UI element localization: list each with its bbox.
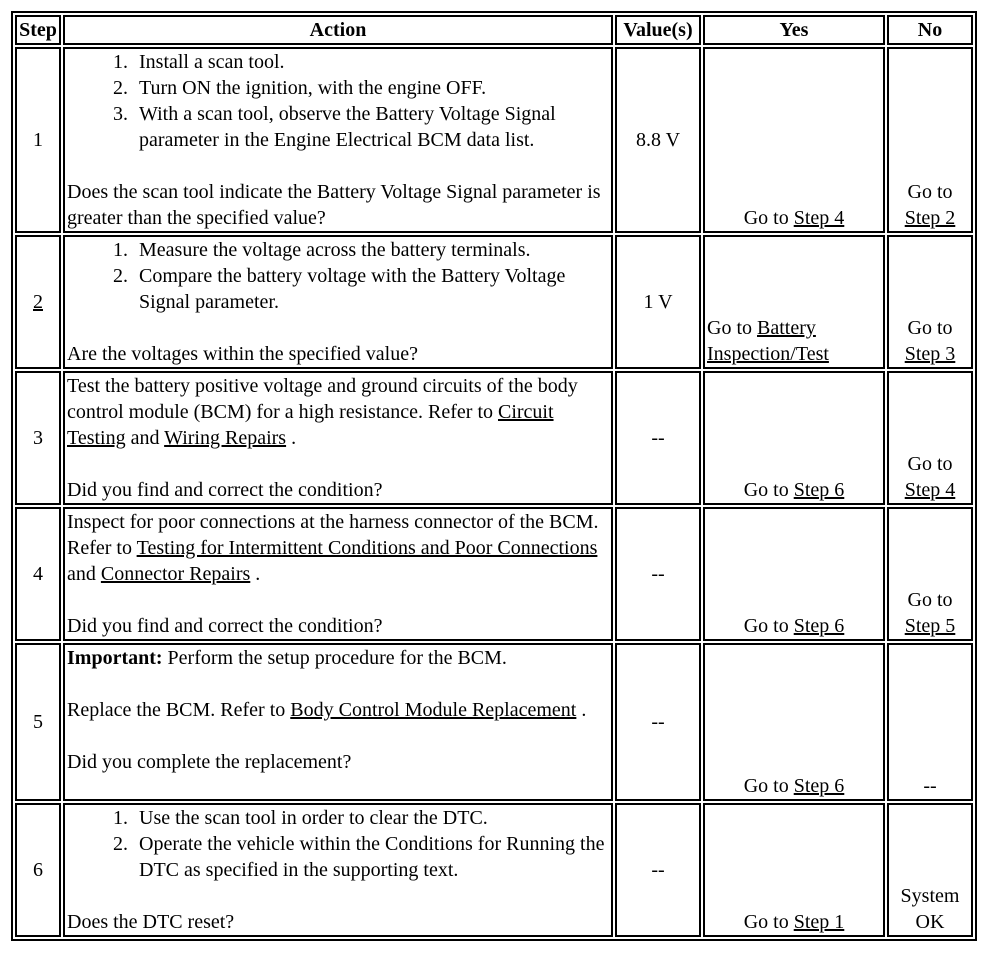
table-row (15, 47, 973, 233)
list-item: 1. Use the scan tool in order to clear the DTC. (133, 805, 609, 831)
instruction-text-c: . (581, 699, 587, 721)
instruction-text-c: . (255, 563, 261, 585)
table-row (15, 507, 973, 641)
action-cell (63, 507, 613, 641)
action-steps-list (67, 237, 609, 315)
yes-link[interactable]: Step 1 (793, 911, 845, 933)
intermittent-conditions-link[interactable]: Testing for Intermittent Conditions and Poor Connections (136, 537, 598, 559)
header-no: No (887, 15, 973, 45)
diagnostic-table (11, 11, 977, 941)
no-cell (887, 507, 973, 641)
yes-prefix: Go to (743, 479, 789, 501)
instruction-text (67, 509, 609, 587)
bcm-replacement-link[interactable]: Body Control Module Replacement (290, 699, 577, 721)
action-cell (63, 371, 613, 505)
instruction-text (67, 697, 609, 723)
yes-prefix: Go to (743, 775, 789, 797)
value-cell: 1 V (615, 235, 701, 369)
action-cell (63, 47, 613, 233)
question-text: Are the voltages within the specified value? (67, 343, 418, 365)
no-prefix: Go to (907, 453, 953, 475)
table-row (15, 235, 973, 369)
header-values: Value(s) (615, 15, 701, 45)
no-cell (887, 235, 973, 369)
question-text: Does the DTC reset? (67, 911, 235, 933)
value-cell: 8.8 V (615, 47, 701, 233)
list-item: 1. Install a scan tool. (133, 49, 609, 75)
yes-cell (703, 371, 885, 505)
instruction-text-b: and (67, 563, 96, 585)
yes-prefix: Go to (743, 911, 789, 933)
yes-prefix: Go to (743, 207, 789, 229)
step-number: 3 (15, 371, 61, 505)
list-item: 2. Turn ON the ignition, with the engine OFF. (133, 75, 609, 101)
wiring-repairs-link[interactable]: Wiring Repairs (164, 427, 287, 449)
no-cell (887, 371, 973, 505)
diagnostic-table-wrapper (11, 11, 977, 941)
question-text: Does the scan tool indicate the Battery Voltage Signal parameter is greater than the specified value? (67, 181, 601, 229)
instruction-text-a: Inspect for poor connections at the harness connector of the BCM. Refer to (67, 511, 599, 559)
instruction-text-a: Replace the BCM. Refer to (67, 699, 286, 721)
header-row (15, 15, 973, 45)
no-cell (887, 47, 973, 233)
yes-link[interactable]: Step 4 (793, 207, 845, 229)
value-cell: -- (615, 803, 701, 937)
instruction-text (67, 373, 609, 451)
action-steps-list (67, 805, 609, 883)
no-link[interactable]: Step 2 (904, 207, 956, 229)
list-item: 2. Compare the battery voltage with the Battery Voltage Signal parameter. (133, 263, 609, 315)
circuit-testing-link[interactable]: Circuit Testing (67, 401, 554, 449)
step-number (15, 235, 61, 369)
table-row (15, 803, 973, 937)
yes-cell (703, 47, 885, 233)
header-step: Step (15, 15, 61, 45)
no-link[interactable]: Step 3 (904, 343, 956, 365)
step-number: 1 (15, 47, 61, 233)
yes-cell (703, 235, 885, 369)
value-cell: -- (615, 643, 701, 801)
no-prefix: Go to (907, 589, 953, 611)
step-number: 4 (15, 507, 61, 641)
list-item: 1. Measure the voltage across the battery terminals. (133, 237, 609, 263)
yes-prefix: Go to (743, 615, 789, 637)
list-item: 3. With a scan tool, observe the Battery Voltage Signal parameter in the Engine Electrical BCM data list. (133, 101, 609, 153)
table-row (15, 643, 973, 801)
action-cell (63, 235, 613, 369)
no-prefix: Go to (907, 317, 953, 339)
yes-link[interactable]: Step 6 (793, 775, 845, 797)
table-row (15, 371, 973, 505)
yes-link[interactable]: Step 6 (793, 479, 845, 501)
question-text: Did you find and correct the condition? (67, 479, 383, 501)
question-text: Did you find and correct the condition? (67, 615, 383, 637)
no-prefix: Go to (907, 181, 953, 203)
no-cell: -- (887, 643, 973, 801)
no-link[interactable]: Step 5 (904, 615, 956, 637)
instruction-text-c: . (291, 427, 297, 449)
list-item: 2. Operate the vehicle within the Conditions for Running the DTC as specified in the supporting text. (133, 831, 609, 883)
yes-link[interactable]: Battery Inspection/Test (707, 317, 829, 365)
action-cell (63, 643, 613, 801)
question-text: Did you complete the replacement? (67, 751, 352, 773)
yes-cell (703, 507, 885, 641)
value-cell: -- (615, 507, 701, 641)
instruction-text-a: Test the battery positive voltage and ground circuits of the body control module (BCM) for a high resistance. Refer to (67, 375, 578, 423)
important-label: Important: (67, 647, 163, 669)
no-cell: System OK (887, 803, 973, 937)
yes-cell (703, 803, 885, 937)
step-number: 5 (15, 643, 61, 801)
header-yes: Yes (703, 15, 885, 45)
step-link[interactable]: 2 (33, 291, 43, 313)
no-link[interactable]: Step 4 (904, 479, 956, 501)
instruction-text-b: and (130, 427, 160, 449)
important-note (67, 645, 609, 671)
yes-cell (703, 643, 885, 801)
yes-link[interactable]: Step 6 (793, 615, 845, 637)
action-cell (63, 803, 613, 937)
step-number: 6 (15, 803, 61, 937)
action-steps-list (67, 49, 609, 153)
yes-prefix: Go to (707, 317, 752, 339)
important-text: Perform the setup procedure for the BCM. (167, 647, 507, 669)
connector-repairs-link[interactable]: Connector Repairs (100, 563, 251, 585)
header-action: Action (63, 15, 613, 45)
value-cell: -- (615, 371, 701, 505)
